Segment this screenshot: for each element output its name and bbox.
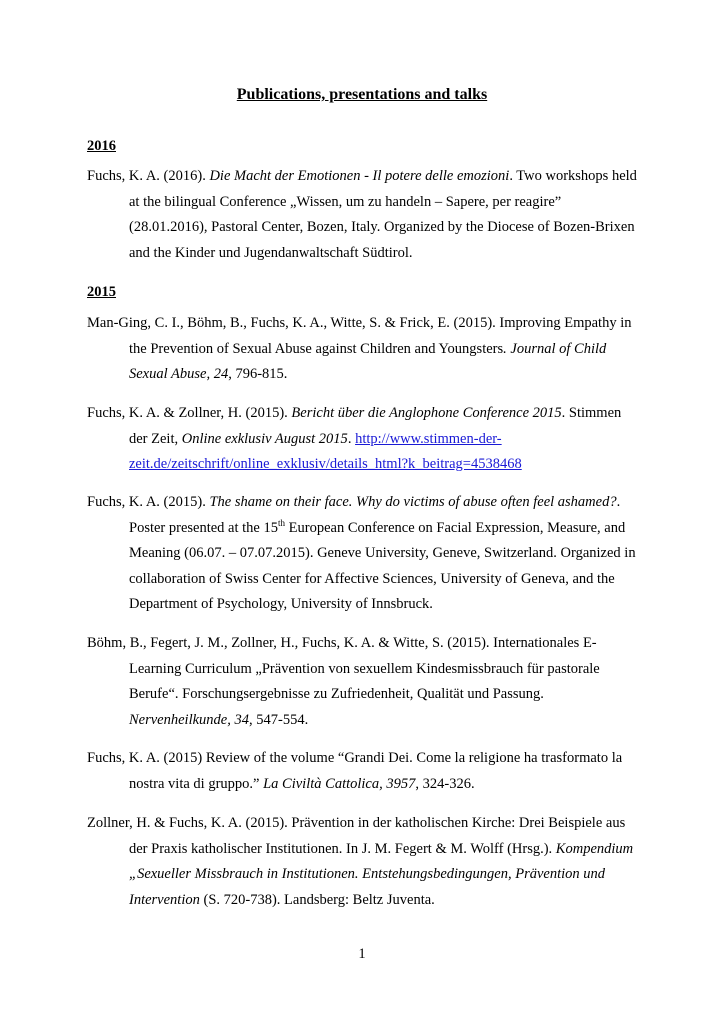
italic-text: The shame on their face. Why do victims of abuse often feel ashamed? [209, 494, 617, 510]
entry-text: , 324-326. [415, 775, 475, 792]
entry-text: Fuchs, K. A. (2016). [87, 168, 210, 184]
year-heading-2016: 2016 [87, 138, 116, 154]
entry-text: (S. 720-738). Landsberg: Beltz Juventa. [199, 891, 435, 908]
entry-text: Fuchs, K. A. (2015) Review of the volume “Grandi Dei. Come la religione ha trasformato la nostra vita di gruppo.” [87, 750, 623, 792]
italic-text: Online exklusiv August 2015 [181, 430, 348, 447]
publication-link[interactable]: http://www.stimmen-der-zeit.de/zeitschrift/online_exklusiv/details_html?k_beitrag=4538468 [129, 430, 522, 472]
ordinal-suffix: th [278, 517, 286, 528]
italic-text: . Journal of Child Sexual Abuse, 24 [129, 340, 607, 382]
italic-text: Bericht über die Anglophone Conference 2015 [291, 405, 562, 421]
publication-entry [87, 811, 639, 913]
entry-text: . Poster presented at the 15 [129, 494, 621, 536]
publication-entry [87, 401, 639, 478]
entry-text: Fuchs, K. A. & Zollner, H. (2015). [87, 405, 292, 421]
italic-text: Die Macht der Emotionen - Il potere delle emozioni [209, 168, 510, 184]
publication-entry [87, 631, 639, 733]
italic-text: La Civiltà Cattolica, 3957 [263, 775, 416, 792]
entry-text: Böhm, B., Fegert, J. M., Zollner, H., Fuchs, K. A. & Witte, S. (2015). Internationales E-Learning Curriculum „Prävention von sexuellem Kindesmissbrauch für pastorale Berufe“. Forschungsergebnisse zu Zufriedenheit, Qualität und Passung. [87, 635, 600, 702]
entry-text: . Stimmen der Zeit, [129, 405, 622, 447]
page-number: 1 [358, 946, 366, 962]
year-heading-2015: 2015 [87, 284, 116, 300]
entry-text: , 796-815. [228, 366, 288, 382]
italic-text: Kompendium „Sexueller Missbrauch in Institutionen. Entstehungsbedingungen, Prävention und Intervention [129, 840, 634, 908]
publication-entry [87, 311, 639, 388]
entry-text: European Conference on Facial Expression, Measure, and Meaning (06.07. – 07.07.2015). Geneve University, Geneve, Switzerland. Organized in collaboration of Swiss Center for Affective Sciences, University of Geneva, and the Department of Psychology, University of Innsbruck. [129, 519, 636, 612]
entry-text: Zollner, H. & Fuchs, K. A. (2015). Prävention in der katholischen Kirche: Drei Beispiele aus der Praxis katholischer Institutionen. In J. M. Fegert & M. Wolff (Hrsg.). [87, 815, 626, 857]
entry-text: Man-Ging, C. I., Böhm, B., Fuchs, K. A., Witte, S. & Frick, E. (2015). Improving Empathy in the Prevention of Sexual Abuse against Children and Youngsters [87, 315, 632, 357]
entry-text: . [347, 430, 356, 447]
publication-entry [87, 164, 639, 266]
publication-entry [87, 746, 639, 797]
entry-text: . Two workshops held at the bilingual Conference „Wissen, um zu handeln – Sapere, per reagire” (28.01.2016), Pastoral Center, Bozen, Italy. Organized by the Diocese of Bozen-Brixen and the Kinder und Jugendanwaltschaft Südtirol. [129, 168, 637, 261]
page-title: Publications, presentations and talks [236, 86, 488, 103]
entry-text: Fuchs, K. A. (2015). [87, 494, 210, 510]
italic-text: Nervenheilkunde, 34 [129, 711, 249, 728]
publication-entry [87, 490, 639, 618]
entry-text: , 547-554. [249, 711, 309, 728]
